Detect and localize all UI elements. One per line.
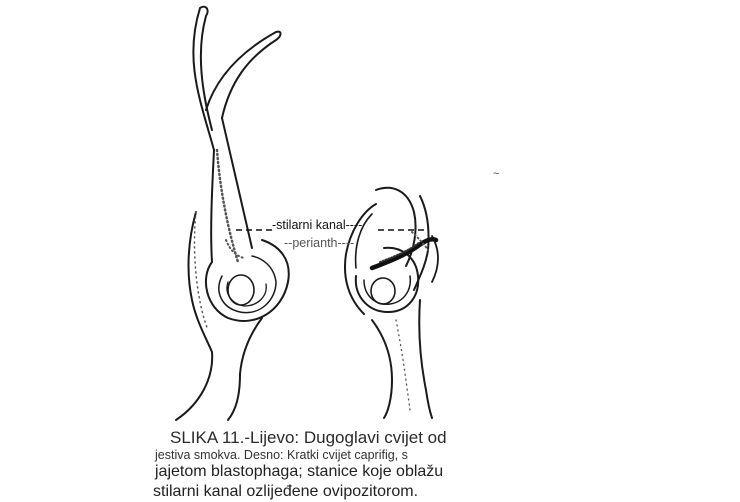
- long-styled-flower: [176, 7, 289, 420]
- caption-line-1: SLIKA 11.-Lijevo: Dugoglavi cvijet od: [170, 428, 447, 447]
- caption-line-4: stilarni kanal ozlijeđene ovipozitorom.: [153, 483, 419, 500]
- caption-line-2: jestiva smokva. Desno: Kratki cvijet caprifig, s: [155, 448, 408, 462]
- label-perianth: --perianth----: [284, 236, 355, 250]
- label-stilarni-kanal: -stilarni kanal----: [272, 218, 363, 232]
- caption-line-3: jajetom blastophaga; stanice koje oblažu: [155, 463, 444, 480]
- stray-mark: ~: [493, 168, 500, 180]
